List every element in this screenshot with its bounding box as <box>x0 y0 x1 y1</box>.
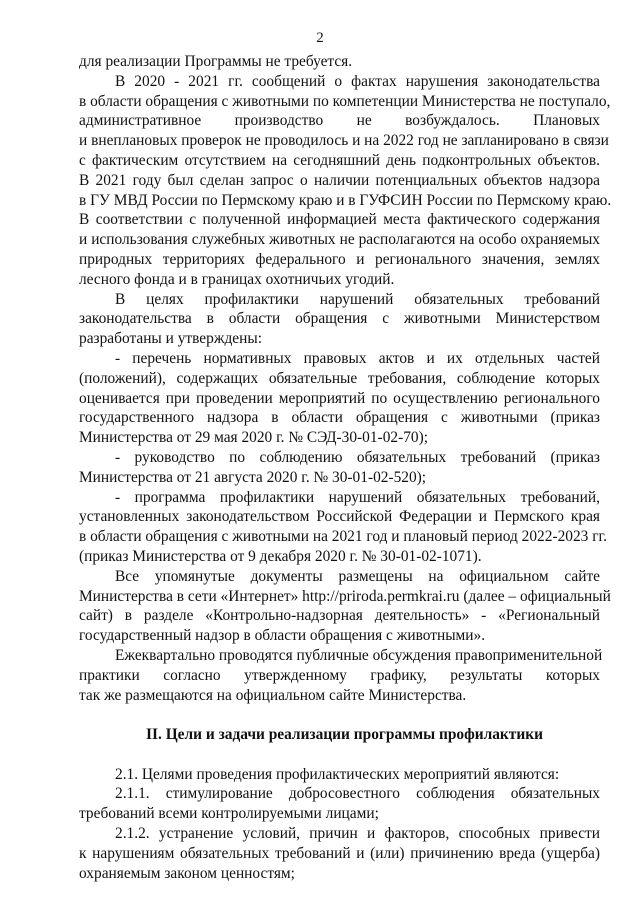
text-line: и использования служебных животных не располагаются на особо охраняемых <box>79 231 600 249</box>
text-line: в ГУ МВД России по Пермскому краю и в ГУФСИН России по Пермскому краю. <box>79 191 612 209</box>
text-line: лесного фонда и в границах охотничьих угодий. <box>79 270 395 288</box>
paragraph <box>79 646 603 705</box>
text-line: в области обращения с животными на 2021 год и плановый период 2022-2023 гг. <box>79 528 607 546</box>
text-line: установленных законодательством Российской Федерации и Пермского края <box>79 508 600 526</box>
text-line: (приказ Министерства от 9 декабря 2020 г. № 30-01-02-1071). <box>79 547 482 565</box>
paragraph <box>79 52 600 72</box>
document-body <box>79 52 612 883</box>
text-line: Ежеквартально проводятся публичные обсуждения правоприменительной <box>115 646 603 664</box>
paragraph <box>79 824 600 883</box>
paragraph <box>79 290 600 349</box>
text-line: административное производство не возбуждалось. Плановых <box>79 112 600 130</box>
paragraph <box>79 349 600 448</box>
text-line: - программа профилактики нарушений обязательных требований, <box>115 488 600 506</box>
text-line: (положений), содержащих обязательные требования, соблюдение которых <box>79 369 600 387</box>
text-line: В целях профилактики нарушений обязательных требований <box>115 290 600 308</box>
text-line: В соответствии с полученной информацией места фактического содержания <box>79 211 600 229</box>
paragraph <box>79 765 600 785</box>
text-line: так же размещаются на официальном сайте Министерства. <box>79 686 467 704</box>
text-line: и внеплановых проверок не проводилось и на 2022 год не запланировано в связи <box>79 132 609 150</box>
text-line: Министерства от 21 августа 2020 г. № 30-01-02-520); <box>79 468 427 486</box>
text-line: 2.1.2. устранение условий, причин и факторов, способных привести <box>115 825 600 843</box>
text-line: Министерства от 29 мая 2020 г. № СЭД-30-01-02-70); <box>79 429 428 447</box>
text-line: природных территориях федерального и регионального значения, землях <box>79 250 600 268</box>
text-line: с фактическим отсутствием на сегодняшний день подконтрольных объектов. <box>79 151 600 169</box>
text-line: государственного надзора в области обращения с животными (приказ <box>79 409 600 427</box>
text-line: требований всеми контролируемыми лицами; <box>79 805 379 823</box>
blank-line <box>79 705 600 725</box>
text-line: в области обращения с животными по компетенции Министерства не поступало, <box>79 92 611 110</box>
text-line: Все упомянутые документы размещены на официальном сайте <box>115 567 600 585</box>
text-line: 2.1.1. стимулирование добросовестного соблюдения обязательных <box>115 785 600 803</box>
text-line: практики согласно утвержденному графику, результаты которых <box>79 666 600 684</box>
text-line: законодательства в области обращения с животными Министерством <box>79 310 600 328</box>
text-line: оценивается при проведении мероприятий по осуществлению регионального <box>79 389 600 407</box>
paragraph <box>79 488 607 567</box>
text-line: В 2021 году был сделан запрос о наличии потенциальных объектов надзора <box>79 171 600 189</box>
text-line: охраняемым законом ценностям; <box>79 864 295 882</box>
blank-line <box>79 745 600 765</box>
text-line: 2.1. Целями проведения профилактических мероприятий являются: <box>115 765 560 783</box>
text-line: - перечень нормативных правовых актов и их отдельных частей <box>115 349 600 367</box>
text-line: В 2020 - 2021 гг. сообщений о фактах нарушения законодательства <box>115 72 600 90</box>
paragraph <box>79 567 611 646</box>
page-number: 2 <box>316 30 324 46</box>
text-line: - руководство по соблюдению обязательных требований (приказ <box>115 448 600 466</box>
text-line: государственный надзор в области обращения с животными». <box>79 627 486 645</box>
text-line: сайт) в разделе «Контрольно-надзорная деятельность» - «Региональный <box>79 607 600 625</box>
paragraph <box>79 448 600 488</box>
paragraph <box>79 72 612 290</box>
section-heading: II. Цели и задачи реализации программы профилактики <box>146 726 543 744</box>
text-line: разработаны и утверждены: <box>79 330 262 348</box>
text-line: Министерства в сети «Интернет» http://priroda.permkrai.ru (далее – официальный <box>79 587 611 605</box>
text-line: к нарушениям обязательных требований и (или) причинению вреда (ущерба) <box>79 844 600 862</box>
paragraph <box>79 784 600 824</box>
text-line: для реализации Программы не требуется. <box>79 53 353 70</box>
